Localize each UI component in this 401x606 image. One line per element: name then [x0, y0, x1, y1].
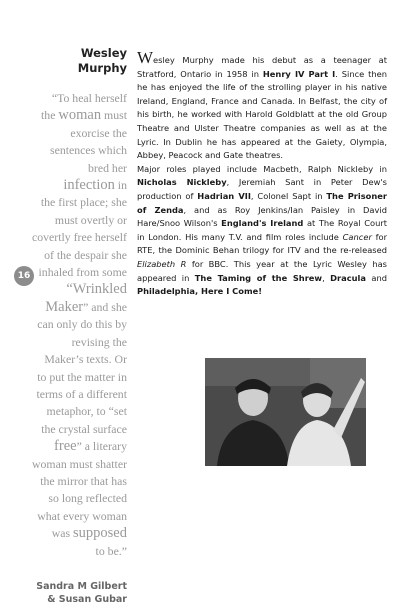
quote-text: the crystal surface [41, 421, 127, 436]
page-title [30, 46, 127, 76]
quote-emphasis: woman [58, 107, 102, 124]
quote-line [30, 194, 127, 211]
quote-text: covertly free herself [32, 230, 127, 245]
quote-emphasis: infection [63, 177, 115, 194]
bio-text: , Jeremiah Sant in Peter Dew's production of [137, 177, 387, 201]
quote-line [30, 386, 127, 403]
bio-text: , and as Roy Jenkins/Ian Paisley in David Hare/Snoo Wilson's [137, 204, 387, 229]
quote-text: must overtly or [54, 212, 127, 227]
quote-text: what every woman [37, 508, 127, 523]
quote-line [30, 403, 127, 420]
bold-title: Philadelphia, Here I Come! [137, 286, 263, 297]
quote-text: the [41, 108, 59, 123]
quote-text: exorcise the [70, 125, 127, 140]
quote-text: Maker’s texts. Or [44, 352, 127, 367]
quote-text: metaphor, to “set [46, 404, 127, 419]
bold-title: Dracula [330, 272, 366, 283]
bold-title: Henry IV Part I [262, 68, 336, 79]
title-line-1: Wesley [80, 46, 127, 60]
photo-image [205, 358, 366, 466]
bio-text: . Since then he has enjoyed the life of the strolling player in his native Ireland, England, France and Canada. In Belfast, the city of his birth, he worked with Harold Goldblatt at the old Group Theatre and Ulster Theatre companies as well as at the Lyric. In Dublin he has appeared at the Gaiety, Olympia, Abbey, Peacock and Gate theatres. [137, 68, 387, 161]
biography [137, 48, 387, 299]
author-line-1: Sandra M Gilbert [36, 580, 127, 592]
quote-line [30, 351, 127, 368]
quote-line [30, 299, 127, 316]
quote-line [30, 107, 127, 124]
bold-title: The Taming of the Shrew [194, 272, 323, 283]
bio-text: at The Royal Court in London. His many T.V. and film roles include [137, 218, 387, 242]
quote-text: woman must shatter [31, 456, 127, 471]
bio-text: , [322, 272, 331, 283]
quote-line [30, 490, 127, 507]
quote-text: ” and she [83, 299, 127, 314]
quote-text: can only do this by [37, 317, 127, 332]
quote-line [30, 229, 127, 246]
quote-text: sentences which [50, 143, 127, 158]
bio-text: for RTE, the Dominic Behan trilogy for ITV and the re-released [137, 231, 387, 256]
quote-text: the first place; she [40, 195, 127, 210]
quote-line [30, 247, 127, 264]
quote-attribution [30, 580, 127, 606]
quote-text: so long reflected [48, 491, 127, 506]
quote-line [30, 525, 127, 542]
sidebar [30, 46, 127, 606]
italic-title: Elizabeth R [137, 258, 187, 269]
quote-line [30, 473, 127, 490]
quote-emphasis: “Wrinkled [66, 281, 127, 298]
quote-text: was [51, 526, 74, 541]
bio-text: Major roles played include Macbeth, Ralph Nickleby in [137, 163, 387, 174]
quote-text: revising the [71, 334, 127, 349]
page-number: 16 [14, 266, 34, 286]
bio-text: for BBC. This year at the Lyric Wesley has appeared in [137, 258, 387, 283]
quote-line [30, 316, 127, 333]
quote-line [30, 334, 127, 351]
quote-text: to put the matter in [37, 369, 127, 384]
quote-emphasis: supposed [73, 525, 127, 542]
quote-text: “To heal herself [51, 91, 127, 105]
quote-emphasis: Maker [45, 298, 84, 315]
bold-title: The Prisoner of Zenda [137, 190, 387, 215]
quote-line [30, 543, 127, 560]
quote-text: inhaled from some [38, 265, 127, 280]
pull-quote [30, 90, 127, 560]
quote-text: bred her [88, 160, 127, 175]
quote-line [30, 177, 127, 194]
quote-line [30, 125, 127, 142]
quote-text: to be.” [95, 543, 127, 558]
quote-text: ” a literary [76, 439, 127, 454]
quote-line [30, 456, 127, 473]
quote-line [30, 90, 127, 107]
title-line-2: Murphy [77, 61, 127, 75]
italic-title: Cancer [342, 231, 372, 242]
actor-photo [205, 358, 366, 466]
author-line-2: & Susan Gubar [47, 593, 127, 605]
bold-title: Nicholas Nickleby [137, 177, 227, 188]
bio-paragraph [137, 163, 387, 299]
quote-line [30, 264, 127, 281]
quote-line [30, 281, 127, 298]
bio-text: esley Murphy made his debut as a teenager at Stratford, Ontario in 1958 in [137, 55, 387, 79]
quote-line [30, 438, 127, 455]
quote-text: terms of a different [36, 386, 127, 401]
quote-line [30, 369, 127, 386]
bio-text: and [366, 272, 387, 283]
quote-line [30, 508, 127, 525]
quote-text: the mirror that has [40, 473, 127, 488]
quote-text: in [114, 178, 127, 193]
quote-line [30, 160, 127, 177]
bio-paragraph [137, 48, 387, 163]
quote-emphasis: free [54, 438, 77, 455]
quote-line [30, 142, 127, 159]
quote-line [30, 212, 127, 229]
bold-title: Hadrian VII [197, 190, 251, 201]
drop-cap: W [137, 48, 154, 67]
quote-text: of the despair she [44, 247, 127, 262]
bio-text: , Colonel Sapt in [250, 190, 327, 201]
quote-line [30, 421, 127, 438]
quote-text: must [101, 108, 127, 123]
bold-title: England's Ireland [221, 218, 304, 229]
